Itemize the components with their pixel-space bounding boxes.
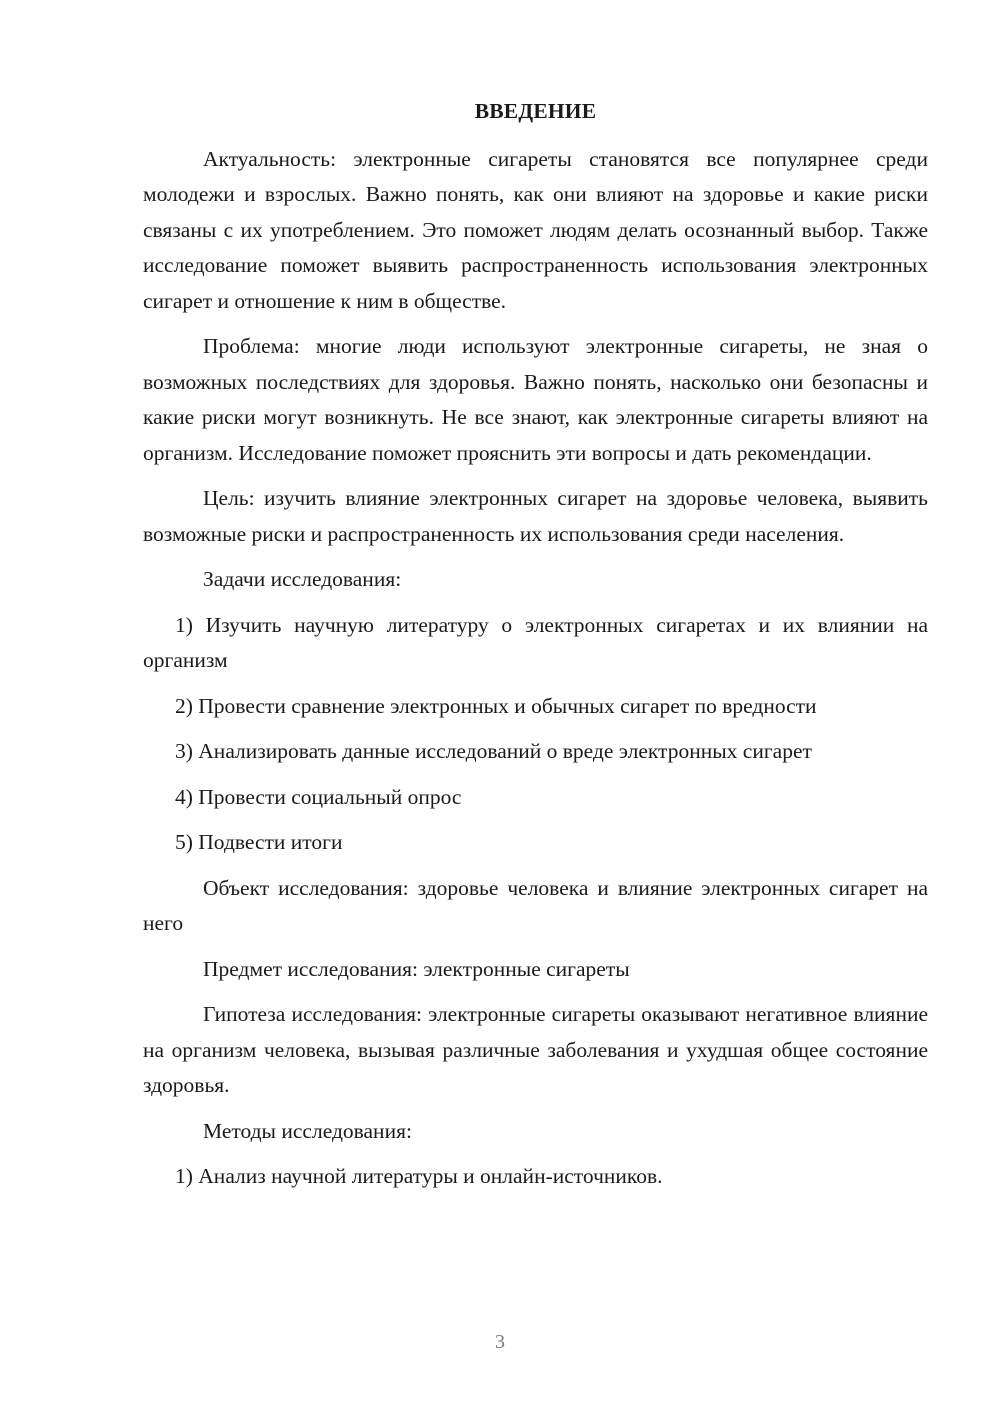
task-item-5: 5) Подвести итоги [175,830,343,854]
object-paragraph: Объект исследования: здоровье человека и влияние электронных сигарет на него [143,875,928,935]
problem-paragraph: Проблема: многие люди используют электронные сигареты, не зная о возможных последствиях для здоровья. Важно понять, насколько они безопасны и какие риски могут возникнуть. Не все знают, как электронные сигареты влияют на организм. Исследование поможет прояснить эти вопросы и дать рекомендации. [143,334,928,465]
task-item-3: 3) Анализировать данные исследований о вреде электронных сигарет [175,739,812,763]
method-item-1: 1) Анализ научной литературы и онлайн-источников. [175,1164,663,1188]
relevance-paragraph: Актуальность: электронные сигареты становятся все популярнее среди молодежи и взрослых. Важно понять, как они влияют на здоровье и какие риски связаны с их употреблением. Это поможет людям делать осознанный выбор. Также исследование поможет выявить распространенность использования электронных сигарет и отношение к ним в обществе. [143,146,928,313]
task-item-1: 1) Изучить научную литературу о электронных сигаретах и их влиянии на организм [143,612,928,672]
hypothesis-paragraph: Гипотеза исследования: электронные сигареты оказывают негативное влияние на организм человека, вызывая различные заболевания и ухудшая общее состояние здоровья. [143,1002,928,1097]
methods-heading: Методы исследования: [203,1118,412,1143]
tasks-heading: Задачи исследования: [203,567,402,591]
task-item-4: 4) Провести социальный опрос [175,784,462,809]
page-number: 3 [495,1331,505,1353]
subject-paragraph: Предмет исследования: электронные сигареты [203,956,630,981]
page-title: ВВЕДЕНИЕ [474,99,597,123]
task-item-2: 2) Провести сравнение электронных и обычных сигарет по вредности [175,693,817,718]
goal-paragraph: Цель: изучить влияние электронных сигарет на здоровье человека, выявить возможные риски и распространенность их использования среди населения. [143,486,928,546]
document-body [143,94,928,1195]
